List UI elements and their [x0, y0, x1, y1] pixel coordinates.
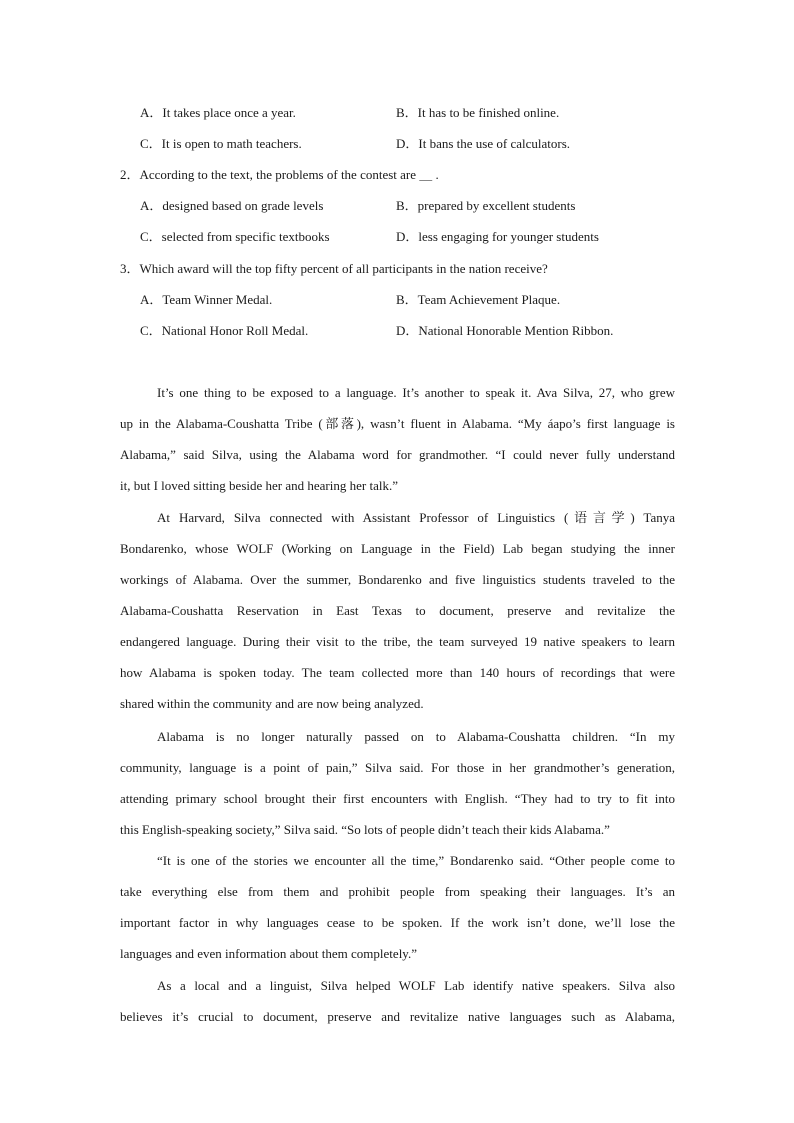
passage-p4-line-3: important factor in why languages cease to be spoken. If the work isn’t done, we’ll lose the	[120, 915, 675, 930]
passage-p2-line-1: At Harvard, Silva connected with Assistant Professor of Linguistics (语言学) Tanya	[157, 510, 675, 525]
passage-p4-line-4: languages and even information about them completely.”	[120, 946, 417, 961]
passage-p3-line-2: community, language is a point of pain,” Silva said. For those in her grandmother’s generation,	[120, 760, 675, 775]
q1-option-a[interactable]: A．It takes place once a year.	[140, 105, 296, 120]
passage-p5-line-2: believes it’s crucial to document, preserve and revitalize native languages such as Alabama,	[120, 1009, 675, 1024]
passage-p1-line-2: up in the Alabama-Coushatta Tribe (部落), wasn’t fluent in Alabama. “My áapo’s first language is	[120, 416, 675, 431]
passage-p1-line-3: Alabama,” said Silva, using the Alabama word for grandmother. “I could never fully understand	[120, 447, 675, 462]
passage-p4-line-1: “It is one of the stories we encounter all the time,” Bondarenko said. “Other people come to	[157, 853, 675, 868]
passage-p1-line-4: it, but I loved sitting beside her and hearing her talk.”	[120, 478, 398, 493]
q1-option-c[interactable]: C．It is open to math teachers.	[140, 136, 302, 151]
passage-p2-line-3: workings of Alabama. Over the summer, Bondarenko and five linguistics students traveled to the	[120, 572, 675, 587]
q1-option-b[interactable]: B．It has to be finished online.	[396, 105, 560, 120]
q2-option-c[interactable]: C．selected from specific textbooks	[140, 229, 330, 244]
passage-p2-line-5: endangered language. During their visit to the tribe, the team surveyed 19 native speakers to learn	[120, 634, 675, 649]
passage-p2-line-6: how Alabama is spoken today. The team collected more than 140 hours of recordings that were	[120, 665, 675, 680]
q2-stem: 2．According to the text, the problems of the contest are ＿ .	[120, 167, 439, 182]
q2-option-d[interactable]: D．less engaging for younger students	[396, 229, 599, 244]
passage-p2-line-4: Alabama-Coushatta Reservation in East Texas to document, preserve and revitalize the	[120, 603, 675, 618]
passage-p3-line-3: attending primary school brought their first encounters with English. “They had to try to fit into	[120, 791, 675, 806]
passage-p3-line-1: Alabama is no longer naturally passed on to Alabama-Coushatta children. “In my	[157, 729, 675, 744]
q3-option-c[interactable]: C．National Honor Roll Medal.	[140, 323, 309, 338]
q2-option-b[interactable]: B．prepared by excellent students	[396, 198, 576, 213]
passage-p2-line-7: shared within the community and are now being analyzed.	[120, 696, 424, 711]
passage-p4-line-2: take everything else from them and prohibit people from speaking their languages. It’s an	[120, 884, 675, 899]
passage-p3-line-4: this English-speaking society,” Silva said. “So lots of people didn’t teach their kids Alabama.”	[120, 822, 610, 837]
q3-option-a[interactable]: A．Team Winner Medal.	[140, 292, 273, 307]
passage-p1-line-1: It’s one thing to be exposed to a language. It’s another to speak it. Ava Silva, 27, who grew	[157, 385, 675, 400]
q3-option-d[interactable]: D．National Honorable Mention Ribbon.	[396, 323, 614, 338]
passage-p5-line-1: As a local and a linguist, Silva helped WOLF Lab identify native speakers. Silva also	[157, 978, 675, 993]
passage-p2-line-2: Bondarenko, whose WOLF (Working on Language in the Field) Lab began studying the inner	[120, 541, 675, 556]
q3-option-b[interactable]: B．Team Achievement Plaque.	[396, 292, 561, 307]
q2-option-a[interactable]: A．designed based on grade levels	[140, 198, 324, 213]
q3-stem: 3．Which award will the top fifty percent of all participants in the nation receive?	[120, 261, 548, 276]
q1-option-d[interactable]: D．It bans the use of calculators.	[396, 136, 571, 151]
